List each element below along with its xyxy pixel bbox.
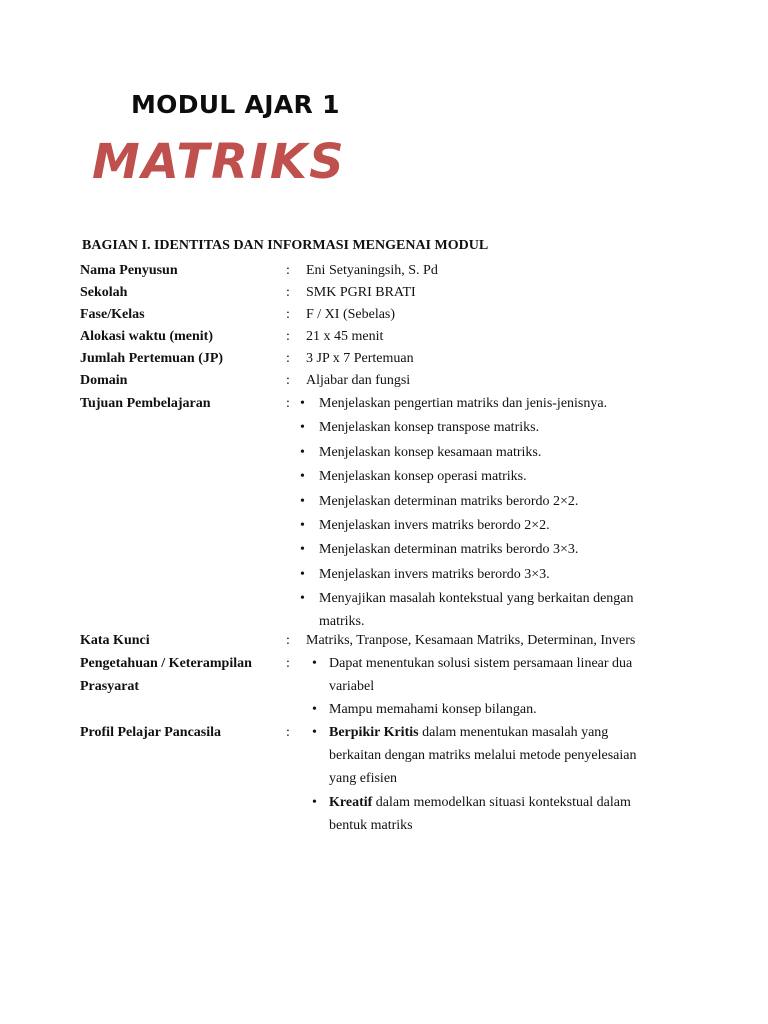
colon: : [286,656,290,671]
tujuan-item: Menjelaskan invers matriks berordo 3×3. [319,566,550,582]
list-item [300,563,634,587]
prasyarat-item: Dapat menentukan solusi sistem persamaan linear dua [329,656,633,671]
tujuan-item: Menjelaskan pengertian matriks dan jenis-jenisnya. [319,396,608,411]
row-prasyarat [80,652,700,722]
list-item-continuation [312,767,637,791]
colon: : [286,351,290,366]
tujuan-item: Menjelaskan konsep transpose matriks. [319,420,540,436]
profil-2-text: dalam memodelkan situasi kontekstual dalam [372,794,631,810]
colon: : [286,633,290,648]
colon: : [286,285,290,300]
bullet-icon: • [312,725,317,740]
list-item [300,490,634,514]
list-item [300,465,634,489]
tujuan-item: Menjelaskan invers matriks berordo 2×2. [319,517,550,533]
value-kata-kunci: Matriks, Tranpose, Kesamaan Matriks, Determinan, Invers [306,633,636,648]
colon: : [286,307,290,322]
value-sekolah: SMK PGRI BRATI [306,285,416,300]
prasyarat-item-continuation: variabel [329,679,375,694]
list-item [300,587,634,610]
tujuan-item: Menjelaskan konsep operasi matriks. [319,469,527,485]
list-item-continuation [312,675,632,698]
list-item [300,416,634,440]
tujuan-item: Menyajikan masalah kontekstual yang berkaitan dengan [319,591,634,607]
label-prasyarat-line2: Prasyarat [80,679,140,694]
label-prasyarat [80,652,280,698]
profil-item-1-line3: yang efisien [329,771,398,786]
profil-item-2-line1 [329,791,637,814]
list-item [312,698,632,721]
label-domain: Domain [80,373,128,388]
tujuan-item: Menjelaskan konsep kesamaan matriks. [319,444,542,460]
label-nama-penyusun: Nama Penyusun [80,263,178,278]
bullet-icon: • [300,493,305,509]
bullet-icon: • [300,396,305,411]
list-item-continuation [312,814,637,837]
profil-item-1-line1 [329,721,637,744]
list-item [300,392,634,416]
prasyarat-item: Mampu memahami konsep bilangan. [329,702,537,717]
profil-item-2-line2: bentuk matriks [329,817,413,833]
list-item-continuation [312,744,637,767]
colon: : [286,329,290,344]
bullet-icon: • [300,469,305,485]
colon: : [286,263,290,278]
bullet-icon: • [300,517,305,533]
value-nama-penyusun: Eni Setyaningsih, S. Pd [306,263,438,278]
label-sekolah: Sekolah [80,285,128,300]
list-item [300,441,634,465]
profil-2-bold: Kreatif [329,794,373,810]
bullet-icon: • [300,566,305,582]
bullet-icon: • [312,656,317,671]
bullet-icon: • [300,444,305,460]
row-tujuan-pembelajaran [80,392,700,632]
list-item [300,514,634,538]
main-title: MATRIKS [92,134,346,190]
colon: : [286,725,290,740]
tujuan-item-continuation: matriks. [319,614,365,630]
label-prasyarat-line1: Pengetahuan / Keterampilan [80,656,252,671]
value-domain: Aljabar dan fungsi [306,373,411,388]
value-alokasi-waktu: 21 x 45 menit [306,329,384,344]
bullet-icon: • [312,702,317,717]
bullet-icon: • [300,420,305,436]
bullet-icon: • [300,591,305,607]
profil-1-text: dalam menentukan masalah yang [418,725,609,740]
colon: : [286,396,290,411]
profil-list [312,721,637,837]
label-fase-kelas: Fase/Kelas [80,307,145,322]
list-item [312,721,637,744]
list-item [300,538,634,562]
row-profil-pelajar [80,721,700,841]
profil-item-1-line2: berkaitan dengan matriks melalui metode penyelesaian [329,748,637,763]
colon: : [286,373,290,388]
label-tujuan-pembelajaran: Tujuan Pembelajaran [80,396,211,411]
label-jumlah-pertemuan: Jumlah Pertemuan (JP) [80,351,224,366]
label-alokasi-waktu: Alokasi waktu (menit) [80,329,214,344]
value-fase-kelas: F / XI (Sebelas) [306,307,396,322]
list-item [312,791,637,814]
label-kata-kunci: Kata Kunci [80,633,150,648]
modul-title: MODUL AJAR 1 [131,90,340,119]
tujuan-list [300,392,634,633]
section-heading: BAGIAN I. IDENTITAS DAN INFORMASI MENGENAI MODUL [82,238,489,253]
tujuan-item: Menjelaskan determinan matriks berordo 3×3. [319,542,579,558]
bullet-icon: • [300,542,305,558]
profil-1-bold: Berpikir Kritis [329,725,419,740]
list-item [312,652,632,675]
tujuan-item: Menjelaskan determinan matriks berordo 2×2. [319,493,579,509]
label-profil-pelajar: Profil Pelajar Pancasila [80,725,222,740]
bullet-icon: • [312,794,317,810]
prasyarat-list [312,652,632,721]
value-jumlah-pertemuan: 3 JP x 7 Pertemuan [306,351,414,366]
